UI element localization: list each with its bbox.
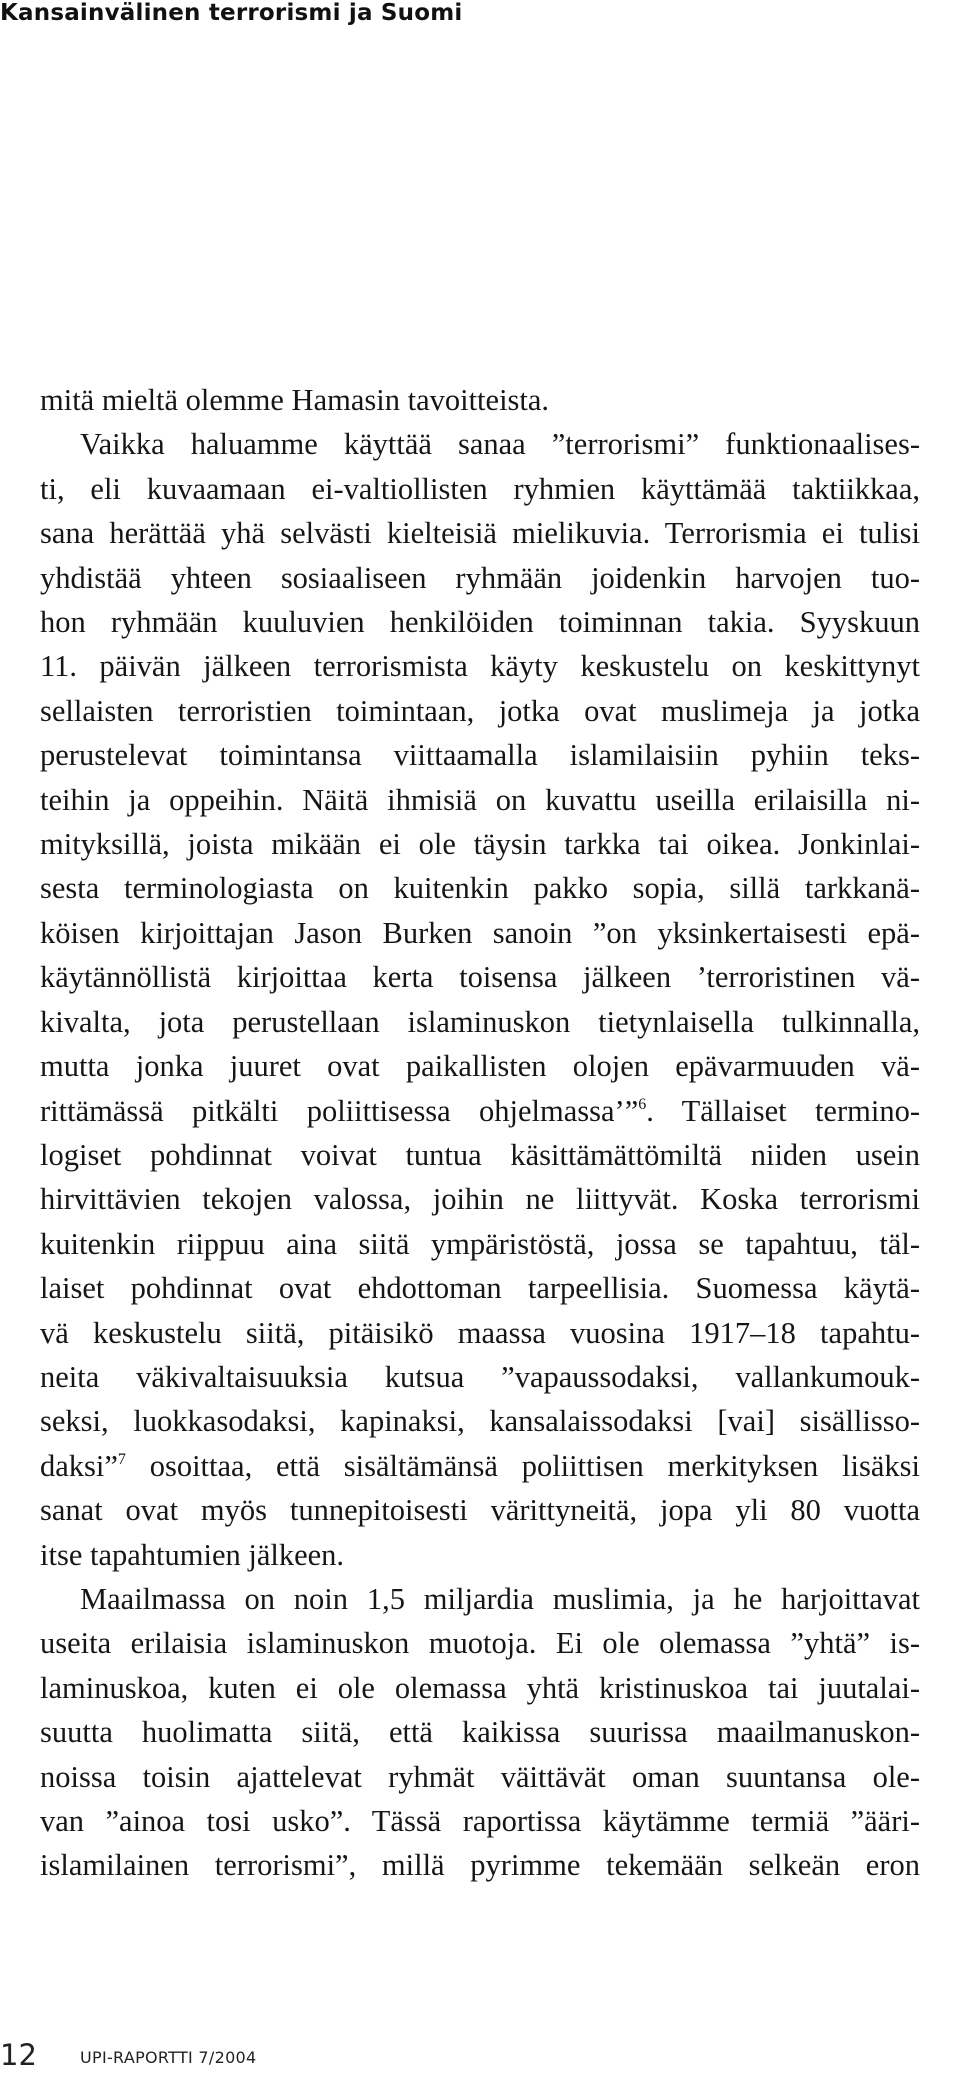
text-line: mutta jonka juuret ovat paikallisten olojen epävarmuuden vä- <box>40 1049 920 1084</box>
body-text <box>40 378 920 1888</box>
text-line: hon ryhmään kuuluvien henkilöiden toiminnan takia. Syyskuun <box>40 605 920 640</box>
footnote-marker: 6 <box>638 1095 647 1113</box>
text-line: Maailmassa on noin 1,5 miljardia muslimia, ja he harjoittavat <box>80 1581 920 1616</box>
text-line: kivalta, jota perustellaan islaminuskon tietynlaisella tulkinnalla, <box>40 1004 920 1039</box>
text-line: kuitenkin riippuu aina siitä ympäristöstä, jossa se tapahtuu, täl- <box>40 1226 920 1261</box>
running-header: Kansainvälinen terrorismi ja Suomi <box>0 0 463 26</box>
text-line: rittämässä pitkälti poliittisessa ohjelmassa’”$^6$. Tällaiset termino- <box>40 1093 920 1128</box>
text-line: teihin ja oppeihin. Näitä ihmisiä on kuvattu useilla erilaisilla ni- <box>40 782 920 817</box>
text-line: perustelevat toimintansa viittaamalla islamilaisiin pyhiin teks- <box>40 738 920 773</box>
text-line: sana herättää yhä selvästi kielteisiä mielikuvia. Terrorismia ei tulisi <box>40 516 920 551</box>
text-line: useita erilaisia islaminuskon muotoja. Ei ole olemassa ”yhtä” is- <box>40 1626 920 1661</box>
text-line: seksi, luokkasodaksi, kapinaksi, kansalaissodaksi [vai] sisällisso- <box>40 1404 920 1439</box>
text-line: laiset pohdinnat ovat ehdottoman tarpeellisia. Suomessa käytä- <box>40 1271 920 1306</box>
text-line: Vaikka haluamme käyttää sanaa ”terrorismi” funktionaalises- <box>80 427 920 462</box>
text-line: itse tapahtumien jälkeen. <box>40 1537 345 1572</box>
text-line: sesta terminologiasta on kuitenkin pakko sopia, sillä tarkkanä- <box>40 871 920 906</box>
text-line: hirvittävien tekojen valossa, joihin ne liittyvät. Koska terrorismi <box>40 1182 920 1217</box>
text-line: sellaisten terroristien toimintaan, jotka ovat muslimeja ja jotka <box>40 693 920 728</box>
text-line: van ”ainoa tosi usko”. Tässä raportissa käytämme termiä ”ääri- <box>40 1804 920 1838</box>
text-line: logiset pohdinnat voivat tuntua käsittämättömiltä niiden usein <box>40 1137 920 1172</box>
text-line: yhdistää yhteen sosiaaliseen ryhmään joidenkin harvojen tuo- <box>40 560 920 595</box>
text-line: noissa toisin ajattelevat ryhmät väittävät oman suuntansa ole- <box>40 1759 920 1794</box>
publication-info: UPI-RAPORTTI 7/2004 <box>80 2048 257 2067</box>
text-line: mitä mieltä olemme Hamasin tavoitteista. <box>40 383 550 417</box>
text-line: suutta huolimatta siitä, että kaikissa suurissa maailmanuskon- <box>40 1715 920 1750</box>
text-line: neita väkivaltaisuuksia kutsua ”vapaussodaksi, vallankumouk- <box>40 1359 920 1394</box>
text-line: vä keskustelu siitä, pitäisikö maassa vuosina 1917–18 tapahtu- <box>40 1315 920 1350</box>
text-line: daksi”$^7$ osoittaa, että sisältämänsä poliittisen merkityksen lisäksi <box>40 1448 920 1483</box>
footnote-marker: 7 <box>117 1450 126 1468</box>
text-line: ti, eli kuvaamaan ei-valtiollisten ryhmien käyttämää taktiikkaa, <box>40 471 920 506</box>
text-line: 11. päivän jälkeen terrorismista käyty keskustelu on keskittynyt <box>40 649 920 684</box>
text-line: mityksillä, joista mikään ei ole täysin tarkka tai oikea. Jonkinlai- <box>40 827 920 862</box>
text-line: sanat ovat myös tunnepitoisesti värittyneitä, jopa yli 80 vuotta <box>40 1493 920 1528</box>
text-line: käytännöllistä kirjoittaa kerta toisensa jälkeen ’terroristinen vä- <box>40 960 920 995</box>
text-line: laminuskoa, kuten ei ole olemassa yhtä kristinuskoa tai juutalai- <box>40 1670 920 1705</box>
page-number: 12 <box>0 2038 37 2072</box>
text-line: köisen kirjoittajan Jason Burken sanoin ”on yksinkertaisesti epä- <box>40 915 920 950</box>
text-line: islamilainen terrorismi”, millä pyrimme tekemään selkeän eron <box>40 1848 920 1883</box>
